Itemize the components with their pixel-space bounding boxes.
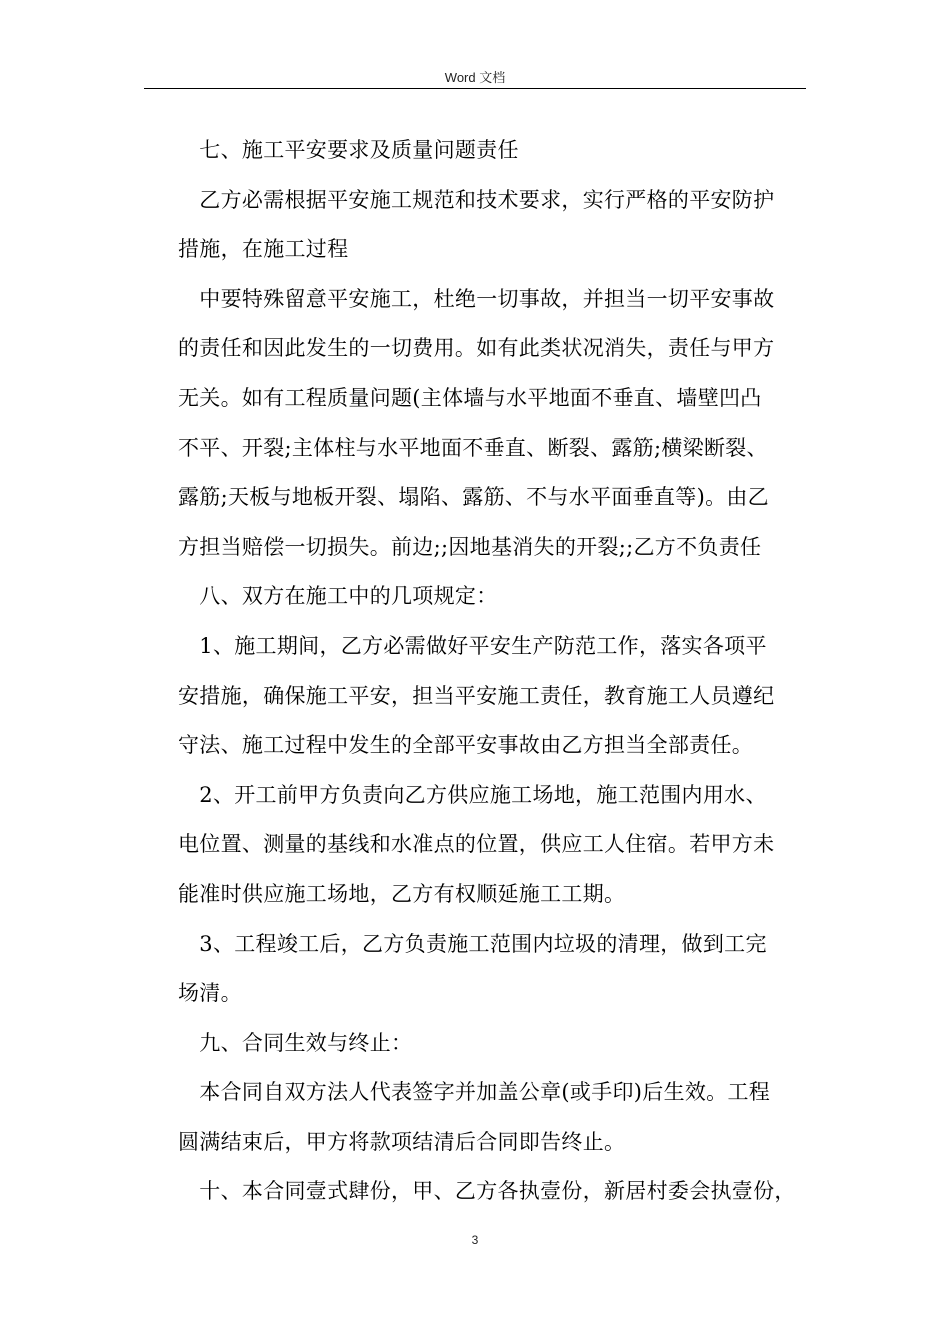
- text-line: 九、合同生效与终止：: [178, 1030, 413, 1055]
- text-line: 中要特殊留意平安施工，杜绝一切事故，并担当一切平安事故: [178, 286, 775, 311]
- text-line: 方担当赔偿一切损失。前边;;因地基消失的开裂;;乙方不负责任: [178, 534, 762, 559]
- text-line: 不平、开裂;主体柱与水平地面不垂直、断裂、露筋;横梁断裂、: [178, 435, 768, 460]
- text-line: 电位置、测量的基线和水准点的位置，供应工人住宿。若甲方未: [178, 832, 775, 857]
- text-line: 场清。: [178, 981, 242, 1006]
- text-line: 十、本合同壹式肆份，甲、乙方各执壹份，新居村委会执壹份，: [178, 1179, 796, 1204]
- text-line: 八、双方在施工中的几项规定：: [178, 584, 498, 609]
- page-number: 3: [471, 1233, 479, 1247]
- text-line: 本合同自双方法人代表签字并加盖公章(或手印)后生效。工程: [178, 1080, 771, 1105]
- text-line: 安措施，确保施工平安，担当平安施工责任，教育施工人员遵纪: [178, 683, 775, 708]
- text-line: 1、施工期间，乙方必需做好平安生产防范工作，落实各项平: [178, 633, 767, 658]
- page-header-title: Word 文档: [444, 70, 506, 85]
- text-line: 守法、施工过程中发生的全部平安事故由乙方担当全部责任。: [178, 733, 754, 758]
- header-divider: [144, 88, 806, 89]
- text-line: 2、开工前甲方负责向乙方供应施工场地，施工范围内用水、: [178, 782, 767, 807]
- text-line: 的责任和因此发生的一切费用。如有此类状况消失，责任与甲方: [178, 336, 775, 361]
- text-line: 3、工程竣工后，乙方负责施工范围内垃圾的清理，做到工完: [178, 931, 767, 956]
- text-line: 能准时供应施工场地，乙方有权顺延施工工期。: [178, 881, 626, 906]
- text-line: 七、施工平安要求及质量问题责任: [178, 138, 519, 162]
- text-line: 乙方必需根据平安施工规范和技术要求，实行严格的平安防护: [178, 187, 775, 212]
- text-line: 措施，在施工过程: [178, 237, 349, 262]
- document-body: [178, 126, 818, 1217]
- text-line: 圆满结束后，甲方将款项结清后合同即告终止。: [178, 1129, 626, 1154]
- text-line: 无关。如有工程质量问题(主体墙与水平地面不垂直、墙壁凹凸: [178, 385, 762, 410]
- text-line: 露筋;天板与地板开裂、塌陷、露筋、不与水平面垂直等)。由乙: [178, 485, 769, 510]
